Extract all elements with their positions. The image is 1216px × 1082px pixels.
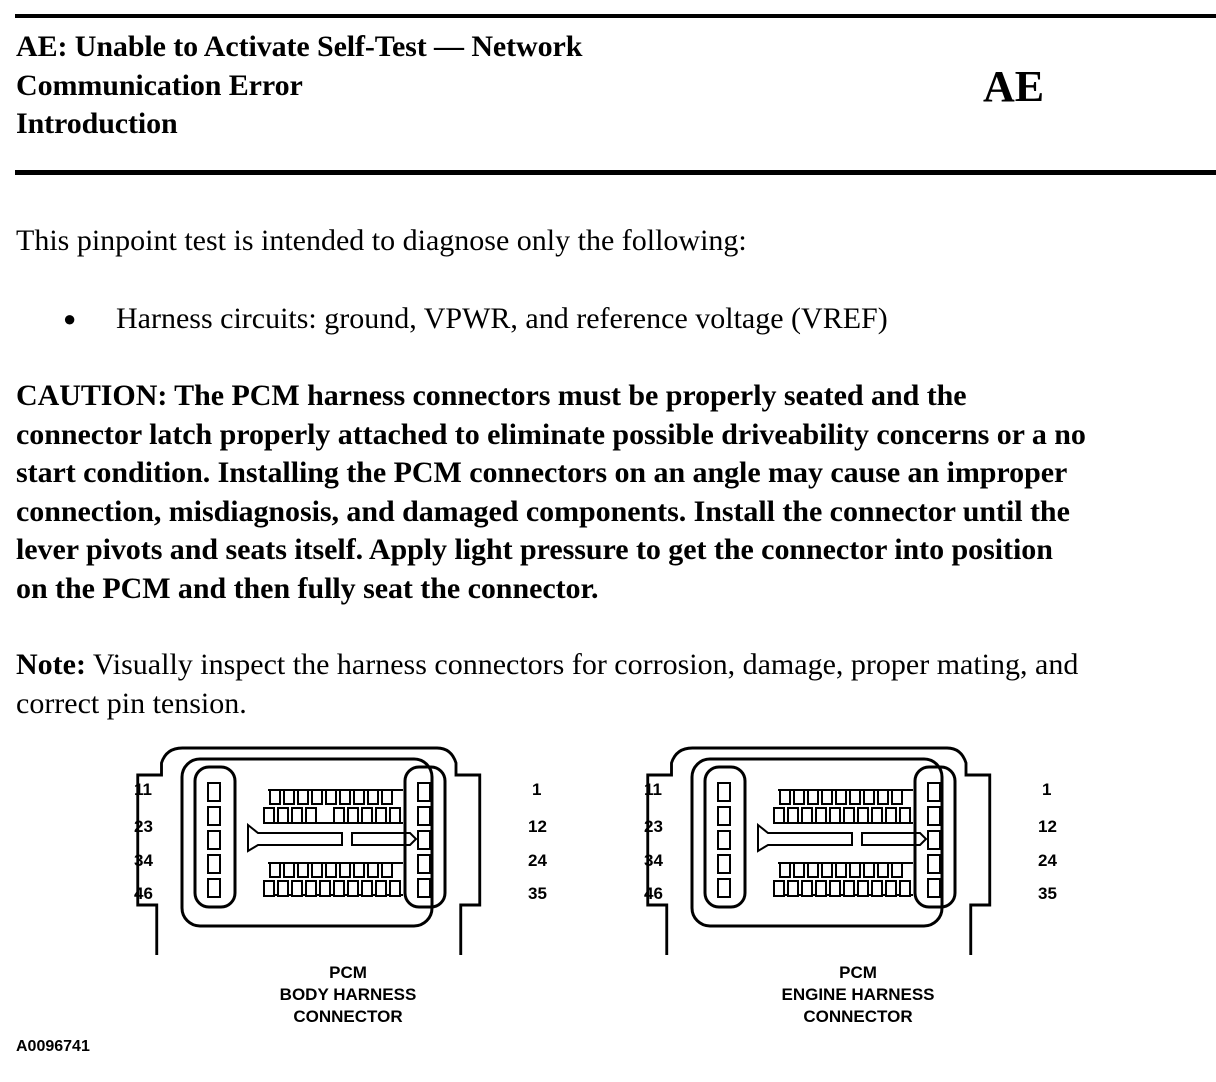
pin-label-35: 35: [1038, 884, 1057, 903]
intro-paragraph: This pinpoint test is intended to diagnose only the following:: [16, 224, 747, 257]
pin-label-11: 11: [134, 780, 152, 799]
note-block: [16, 646, 1216, 723]
caption-line-3: CONNECTOR: [803, 1007, 913, 1026]
pinpoint-code: AE: [983, 62, 1045, 111]
caution-line-1: CAUTION: The PCM harness connectors must be properly seated and the: [16, 379, 967, 412]
pin-label-12: 12: [1038, 817, 1057, 836]
pin-label-1: 1: [1042, 780, 1052, 799]
pin-label-46: 46: [644, 884, 663, 903]
caution-line-3: start condition. Installing the PCM connectors on an angle may cause an improper: [16, 456, 1068, 489]
figure-id: A0096741: [16, 1038, 90, 1055]
note-text-2: correct pin tension.: [16, 686, 247, 720]
bullet-text: Harness circuits: ground, VPWR, and reference voltage (VREF): [116, 302, 888, 335]
caption-line-1: PCM: [839, 963, 877, 982]
pin-label-34: 34: [644, 851, 663, 870]
pin-label-35: 35: [528, 884, 547, 903]
engine-harness-caption: [708, 962, 1008, 1028]
caution-line-5: lever pivots and seats itself. Apply light pressure to get the connector into position: [16, 533, 1053, 566]
caption-line-1: PCM: [329, 963, 367, 982]
note-text-1: Visually inspect the harness connectors for corrosion, damage, proper mating, and: [85, 648, 1079, 681]
pin-label-24: 24: [1038, 851, 1057, 870]
title-line-2: Communication Error: [16, 68, 303, 102]
pin-label-46: 46: [134, 884, 153, 903]
caution-line-2: connector latch properly attached to eliminate possible driveability concerns or a no: [16, 417, 1086, 451]
pin-label-11: 11: [644, 780, 662, 799]
caution-block: [16, 377, 1216, 608]
top-rule: [15, 14, 1216, 18]
pin-label-12: 12: [528, 817, 547, 836]
header-bottom-rule: [15, 170, 1216, 175]
title-line-1: AE: Unable to Activate Self-Test — Network: [16, 30, 583, 63]
caption-line-2: ENGINE HARNESS: [781, 985, 935, 1004]
note-label: Note:: [16, 648, 86, 681]
title-line-3: Introduction: [16, 107, 178, 140]
caution-line-4: connection, misdiagnosis, and damaged components. Install the connector until the: [16, 494, 1070, 528]
caution-line-6: on the PCM and then fully seat the connector.: [16, 571, 599, 605]
page-title: [16, 28, 582, 144]
body-harness-caption: [198, 962, 498, 1028]
pin-label-24: 24: [528, 851, 547, 870]
bullet-dot-icon: ●: [63, 306, 77, 331]
caption-line-3: CONNECTOR: [293, 1007, 403, 1026]
pin-label-1: 1: [532, 780, 542, 799]
pin-label-23: 23: [134, 817, 153, 836]
caption-line-2: BODY HARNESS: [279, 985, 417, 1004]
pin-label-23: 23: [644, 817, 663, 836]
pin-label-34: 34: [134, 851, 153, 870]
